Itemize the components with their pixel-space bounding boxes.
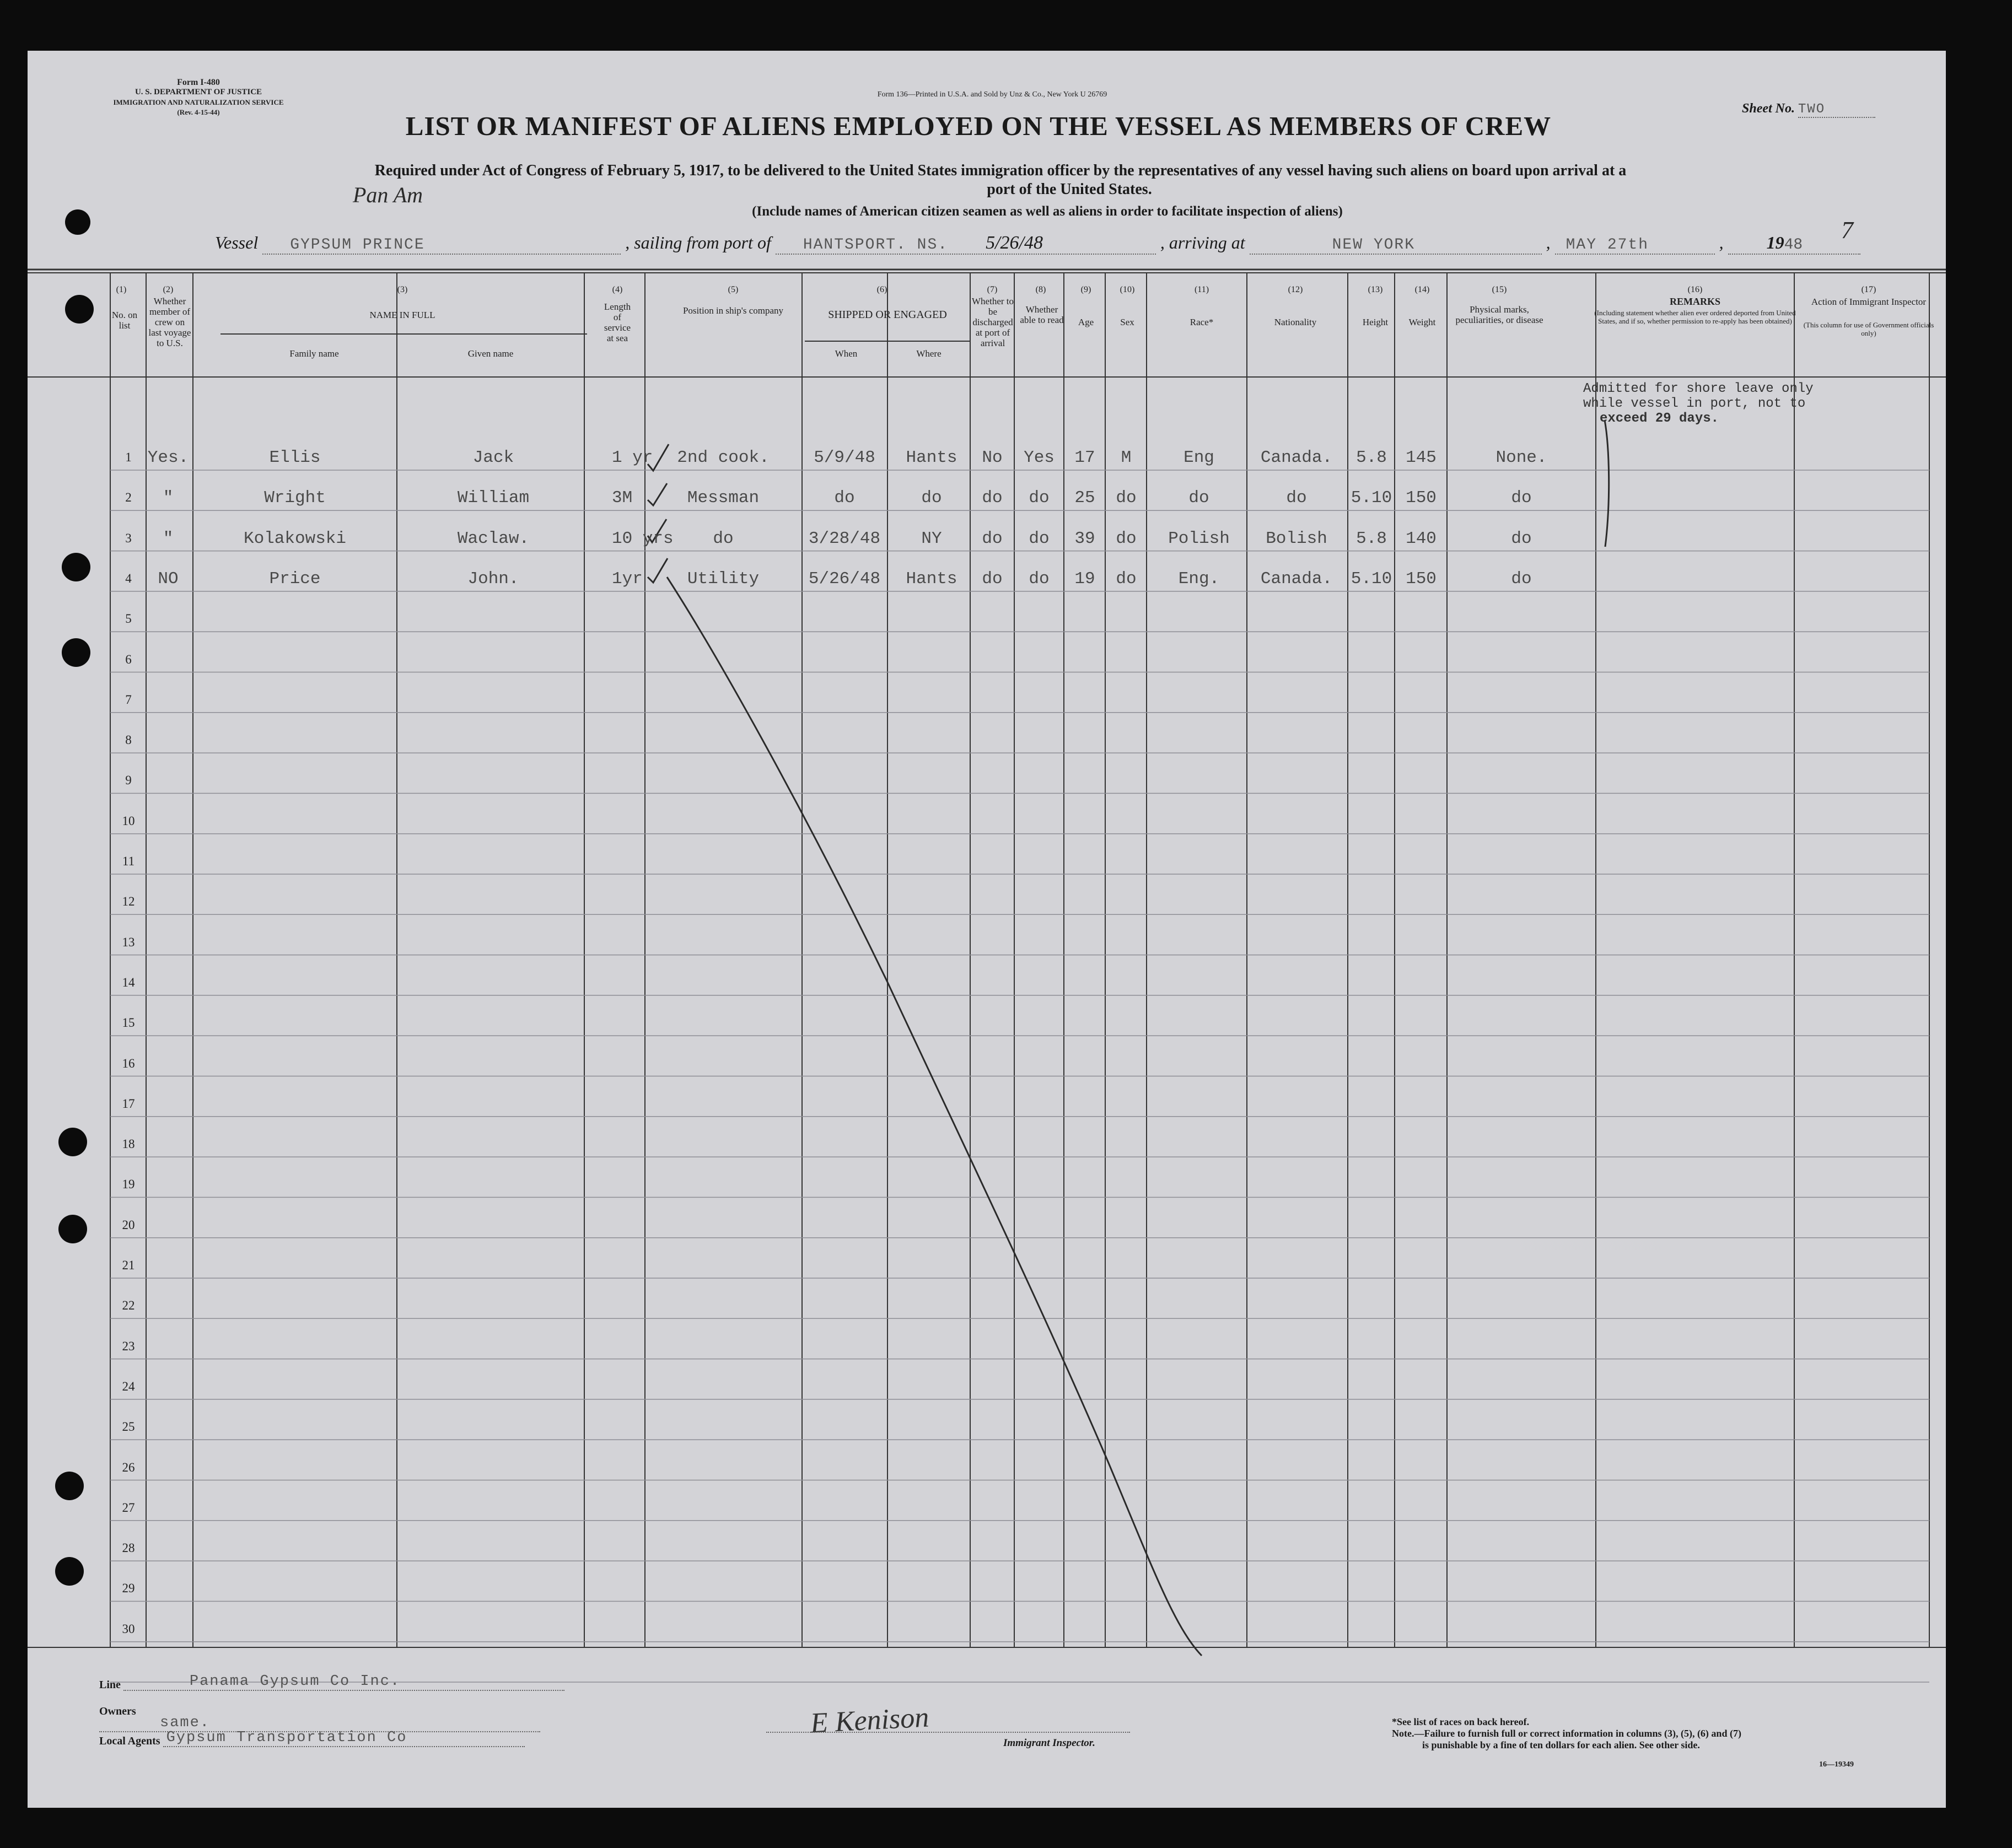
sailing-label: , sailing from port of	[625, 233, 771, 252]
col3-label: NAME IN FULL	[369, 310, 435, 320]
cell-family: Kolakowski	[243, 529, 347, 548]
cell-marks: None.	[1495, 448, 1547, 467]
row-number: 27	[122, 1500, 135, 1515]
arriving-label: , arriving at	[1160, 233, 1245, 252]
col12-num: (12)	[1288, 285, 1303, 294]
col5-label: Position in ship's company	[682, 305, 784, 316]
col16-label: REMARKS	[1669, 296, 1720, 307]
col9-label: Age	[1078, 317, 1094, 327]
printer-line: Form 136—Printed in U.S.A. and Sold by Unz & Co., New York U 26769	[877, 90, 1107, 99]
cell-discharged: do	[982, 488, 1003, 508]
col15-label: Physical marks, peculiarities, or disease	[1455, 304, 1543, 325]
row-number: 19	[122, 1177, 135, 1192]
footer-line-row	[99, 1673, 573, 1694]
remarks-text	[1583, 381, 1814, 426]
cell-marks: do	[1511, 529, 1532, 548]
subtitle-3: (Include names of American citizen seamen as well as aliens in order to facilitate inspection of aliens)	[752, 204, 1343, 219]
row-number: 17	[122, 1096, 135, 1111]
col7-label: Whether to be discharged at port of arrival	[972, 296, 1014, 348]
cell-where: do	[921, 488, 942, 508]
cell-nationality: Canada.	[1260, 448, 1333, 467]
row-number: 28	[122, 1541, 135, 1555]
handwritten-top: Pan Am	[353, 182, 423, 207]
subtitle-2: port of the United States.	[987, 181, 1152, 198]
cell-last-voyage: "	[163, 529, 174, 548]
cell-height: 5.8	[1356, 529, 1387, 548]
cell-weight: 145	[1406, 448, 1437, 467]
cell-where: NY	[921, 529, 942, 548]
cell-last-voyage: "	[163, 488, 174, 508]
cell-when: 5/9/48	[814, 448, 875, 467]
footer-line-label: Line	[99, 1679, 121, 1691]
form-code: 16—19349	[1819, 1760, 1854, 1769]
cell-given: William	[457, 488, 530, 508]
col12-label: Nationality	[1274, 317, 1317, 327]
cell-when: 5/26/48	[808, 569, 881, 589]
cell-nationality: Canada.	[1260, 569, 1333, 589]
col2-label: Whether member of crew on last voyage to U.S.	[148, 296, 191, 348]
row-number: 5	[125, 612, 132, 626]
cell-family: Price	[269, 569, 321, 589]
department-label: U. S. DEPARTMENT OF JUSTICE	[135, 88, 262, 96]
cell-family: Ellis	[269, 448, 321, 467]
cell-discharged: do	[982, 569, 1003, 589]
col2-num: (2)	[163, 285, 174, 294]
cell-marks: do	[1511, 569, 1532, 589]
remarks-bracket	[1605, 420, 1609, 547]
cell-family: Wright	[264, 488, 326, 508]
cell-length: 3M	[612, 488, 633, 508]
col13-label: Height	[1362, 317, 1389, 327]
col17-num: (17)	[1861, 285, 1876, 294]
arrival-date: MAY 27th	[1555, 236, 1715, 255]
row-number: 15	[122, 1016, 135, 1030]
col17-label: Action of Immigrant Inspector	[1811, 297, 1927, 307]
page-title: LIST OR MANIFEST OF ALIENS EMPLOYED ON THE VESSEL AS MEMBERS OF CREW	[405, 111, 1552, 141]
footer-owners-label: Owners	[99, 1705, 136, 1717]
cell-read: do	[1029, 488, 1050, 508]
inspector-signature: E Kenison	[809, 1701, 930, 1739]
row-number: 25	[122, 1420, 135, 1434]
remarks-line-2: while vessel in port, not to	[1583, 396, 1806, 411]
sailing-date: 5/26/48	[986, 233, 1043, 253]
row-number: 1	[125, 450, 132, 464]
col1-label: No. on list	[111, 310, 138, 331]
cell-nationality: Bolish	[1266, 529, 1327, 548]
cell-discharged: No	[982, 448, 1003, 467]
col10-label: Sex	[1120, 317, 1134, 327]
col14-num: (14)	[1414, 285, 1430, 294]
corner-mark: 7	[1841, 217, 1853, 244]
note-races: *See list of races on back hereof.	[1392, 1716, 1530, 1727]
cell-position: do	[713, 529, 734, 548]
cell-age: 17	[1074, 448, 1095, 467]
row-number: 21	[122, 1258, 135, 1272]
col5-num: (5)	[728, 285, 739, 294]
row-number: 13	[122, 935, 135, 949]
col3-given: Given name	[467, 348, 514, 359]
cell-given: John.	[467, 569, 519, 589]
col4-label: Length of service at sea	[604, 301, 631, 343]
cell-race: Eng.	[1178, 569, 1220, 589]
cell-read: Yes	[1024, 448, 1055, 467]
row-number: 23	[122, 1339, 135, 1353]
punch-hole	[55, 1557, 84, 1586]
row-number: 11	[122, 854, 135, 868]
col13-num: (13)	[1368, 285, 1383, 294]
sheet-value: TWO	[1798, 102, 1875, 118]
service-label: IMMIGRATION AND NATURALIZATION SERVICE	[113, 98, 284, 106]
row-number: 3	[125, 531, 132, 545]
row-number: 22	[122, 1299, 135, 1313]
cell-height: 5.8	[1356, 448, 1387, 467]
cell-length: 1 yr	[612, 448, 653, 467]
cell-sex: M	[1121, 448, 1132, 467]
col7-num: (7)	[987, 285, 998, 294]
subtitle-1: Required under Act of Congress of February 5, 1917, to be delivered to the United States immigration officer by the representatives of any vessel having such aliens on board upon arrival at a	[374, 162, 1627, 179]
revision-label: (Rev. 4-15-44)	[177, 108, 220, 116]
cell-position: Utility	[687, 569, 760, 589]
footer-owners-value: same.	[99, 1715, 540, 1732]
row-number: 14	[122, 975, 135, 989]
punch-hole	[65, 295, 94, 324]
cell-race: Polish	[1168, 529, 1230, 548]
row-number: 2	[125, 491, 132, 505]
note-line-1: Note.—Failure to furnish full or correct information in columns (3), (5), (6) and (7)	[1392, 1728, 1741, 1739]
cell-age: 25	[1074, 488, 1095, 508]
row-number: 4	[125, 571, 132, 585]
inspector-label: Immigrant Inspector.	[1003, 1737, 1095, 1749]
cell-last-voyage: NO	[158, 569, 179, 589]
col6-label: SHIPPED OR ENGAGED	[828, 309, 947, 321]
cell-length: 10 yrs	[612, 529, 674, 548]
punch-hole	[65, 209, 90, 235]
remarks-line-3: exceed 29 days.	[1600, 411, 1719, 426]
col11-label: Race*	[1190, 317, 1214, 327]
row-number: 30	[122, 1621, 135, 1636]
cell-when: 3/28/48	[808, 529, 881, 548]
row-number: 10	[122, 813, 135, 828]
manifest-sheet	[28, 51, 1946, 1808]
col17-sub: (This column for use of Government officials only)	[1803, 321, 1934, 337]
punch-hole	[62, 553, 90, 581]
cell-where: Hants	[906, 448, 957, 467]
remarks-line-1: Admitted for shore leave only	[1583, 381, 1814, 396]
col6-num: (6)	[876, 285, 887, 294]
cell-length: 1yr	[612, 569, 643, 589]
cell-position: 2nd cook.	[677, 448, 770, 467]
footer-agents-value: Gypsum Transportation Co	[163, 1730, 525, 1747]
cell-marks: do	[1511, 488, 1532, 508]
footer-line-value: Panama Gypsum Co Inc.	[123, 1673, 564, 1691]
year-value: 48	[1784, 236, 1803, 254]
cell-race: do	[1188, 488, 1209, 508]
sheet-label: Sheet No.	[1742, 101, 1795, 116]
col16-sub: (Including statement whether alien ever ordered deported from United States, and if so, whether permission to re-apply has been obtained)	[1594, 309, 1796, 325]
cell-position: Messman	[687, 488, 760, 508]
cell-discharged: do	[982, 529, 1003, 548]
cell-given: Jack	[472, 448, 514, 467]
row-number: 18	[122, 1137, 135, 1151]
col6-where: Where	[916, 348, 942, 359]
cell-height: 5.10	[1351, 488, 1392, 508]
col10-num: (10)	[1120, 285, 1135, 294]
vessel-name: GYPSUM PRINCE	[262, 236, 621, 255]
col3-family: Family name	[289, 348, 339, 359]
col1-num: (1)	[116, 285, 127, 294]
col8-label: Whether able to read	[1020, 304, 1064, 325]
col14-label: Weight	[1408, 317, 1436, 327]
punch-hole	[58, 1215, 87, 1243]
vessel-line: Vessel GYPSUM PRINCE , sailing from port of HANTSPORT. NS. 5/26/48 , arriving at NEW YORK , MAY 27th , 1948	[215, 233, 1896, 255]
cell-nationality: do	[1286, 488, 1307, 508]
cell-sex: do	[1116, 488, 1137, 508]
col11-num: (11)	[1194, 285, 1209, 294]
punch-hole	[58, 1128, 87, 1156]
cell-last-voyage: Yes.	[147, 448, 189, 467]
row-number: 24	[122, 1379, 135, 1393]
footer-agents-row	[99, 1730, 573, 1750]
col9-num: (9)	[1080, 285, 1091, 294]
cell-race: Eng	[1183, 448, 1214, 467]
cell-read: do	[1029, 529, 1050, 548]
row-number: 20	[122, 1217, 135, 1232]
footer-agents-label: Local Agents	[99, 1735, 160, 1747]
cell-weight: 140	[1406, 529, 1437, 548]
row-number: 29	[122, 1581, 135, 1596]
row-number: 26	[122, 1460, 135, 1474]
cell-height: 5.10	[1351, 569, 1392, 589]
cell-read: do	[1029, 569, 1050, 589]
row-number: 8	[125, 733, 132, 747]
punch-hole	[55, 1472, 84, 1500]
signature-line	[766, 1731, 1130, 1733]
form-number: Form I-480	[177, 78, 220, 87]
row-number: 7	[125, 692, 132, 707]
cell-sex: do	[1116, 569, 1137, 589]
vessel-label: Vessel	[215, 233, 259, 252]
punch-hole	[62, 638, 90, 667]
cell-given: Waclaw.	[457, 529, 530, 548]
cell-weight: 150	[1406, 569, 1437, 589]
cell-when: do	[834, 488, 855, 508]
cell-sex: do	[1116, 529, 1137, 548]
row-number: 6	[125, 652, 132, 666]
col3-num: (3)	[397, 285, 408, 294]
year-prefix: 19	[1766, 233, 1784, 252]
arrival-port: NEW YORK	[1250, 236, 1542, 255]
row-number: 16	[122, 1056, 135, 1070]
col4-num: (4)	[612, 285, 623, 294]
row-number: 12	[122, 895, 135, 909]
note-line-2: is punishable by a fine of ten dollars for each alien. See other side.	[1422, 1739, 1700, 1750]
row-number: 9	[125, 773, 132, 788]
sailing-port: HANTSPORT. NS.	[803, 236, 949, 254]
cell-age: 39	[1074, 529, 1095, 548]
cell-where: Hants	[906, 569, 957, 589]
cell-age: 19	[1074, 569, 1095, 589]
cell-weight: 150	[1406, 488, 1437, 508]
col16-num: (16)	[1687, 285, 1703, 294]
col15-num: (15)	[1492, 285, 1507, 294]
col6-when: When	[835, 348, 858, 359]
col8-num: (8)	[1035, 285, 1046, 294]
